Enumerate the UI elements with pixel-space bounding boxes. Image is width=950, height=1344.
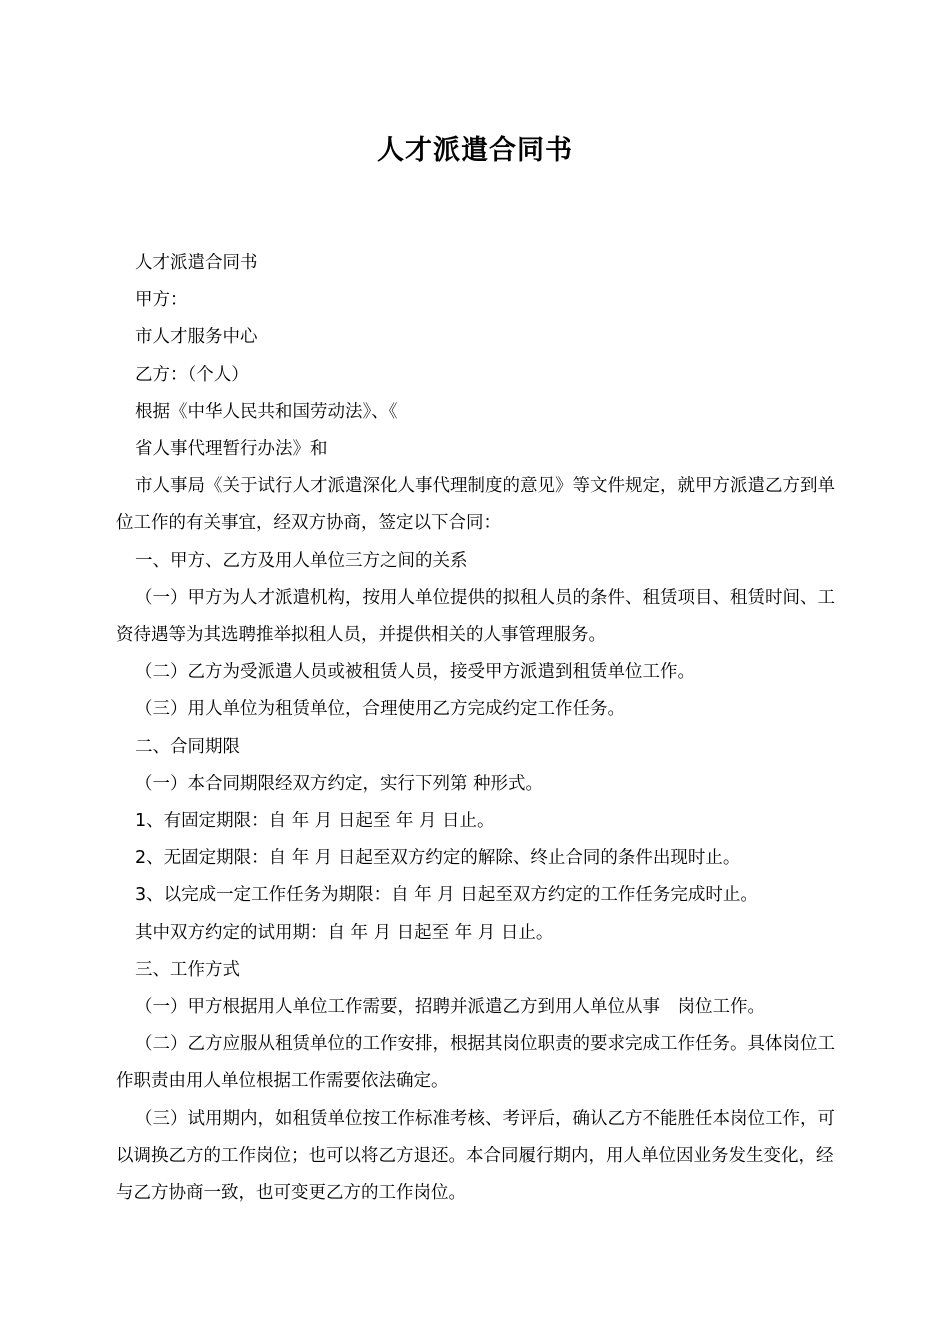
paragraph: 省人事代理暂行办法》和: [135, 439, 328, 460]
paragraph: （三）用人单位为租赁单位，合理使用乙方完成约定工作任务。: [135, 699, 625, 720]
paragraph: 3、以完成一定工作任务为期限：自 年 月 日起至双方约定的工作任务完成时止。: [135, 885, 758, 906]
paragraph: 市人才服务中心: [135, 327, 258, 348]
section-heading: 三、工作方式: [135, 959, 240, 980]
paragraph: 甲方：: [135, 290, 188, 311]
section-heading: 二、合同期限: [135, 736, 240, 757]
paragraph: （三）试用期内，如租赁单位按工作标准考核、考评后，确认乙方不能胜任本岗位工作，可以调换乙方的工作岗位；也可以将乙方退还。本合同履行期内，用人单位因业务发生变化，经与乙方协商一致，也可变更乙方的工作岗位。: [116, 1108, 835, 1204]
document-body: [116, 245, 838, 1212]
paragraph: 根据《中华人民共和国劳动法》、《: [135, 401, 398, 422]
section-heading: 一、甲方、乙方及用人单位三方之间的关系: [135, 550, 468, 571]
paragraph: 2、无固定期限：自 年 月 日起至双方约定的解除、终止合同的条件出现时止。: [135, 848, 741, 869]
paragraph: 其中双方约定的试用期：自 年 月 日起至 年 月 日止。: [135, 922, 554, 943]
paragraph: （一）甲方根据用人单位工作需要，招聘并派遣乙方到用人单位从事 岗位工作。: [135, 997, 765, 1018]
paragraph: （二）乙方为受派遣人员或被租赁人员，接受甲方派遣到租赁单位工作。: [135, 662, 695, 683]
paragraph: 乙方：（个人）: [135, 364, 249, 385]
document-title: 人才派遣合同书: [377, 135, 573, 166]
paragraph: （二）乙方应服从租赁单位的工作安排，根据其岗位职责的要求完成工作任务。具体岗位工作职责由用人单位根据工作需要依法确定。: [116, 1034, 835, 1092]
paragraph: 人才派遣合同书: [135, 253, 258, 273]
paragraph: 1、有固定期限：自 年 月 日起至 年 月 日止。: [135, 811, 495, 832]
paragraph: （一）甲方为人才派遣机构，按用人单位提供的拟租人员的条件、租赁项目、租赁时间、工资待遇等为其选聘推举拟租人员，并提供相关的人事管理服务。: [116, 587, 835, 646]
paragraph: （一）本合同期限经双方约定，实行下列第 种形式。: [135, 773, 544, 794]
paragraph: 市人事局《关于试行人才派遣深化人事代理制度的意见》等文件规定，就甲方派遣乙方到单位工作的有关事宜，经双方协商，签定以下合同：: [116, 476, 835, 534]
